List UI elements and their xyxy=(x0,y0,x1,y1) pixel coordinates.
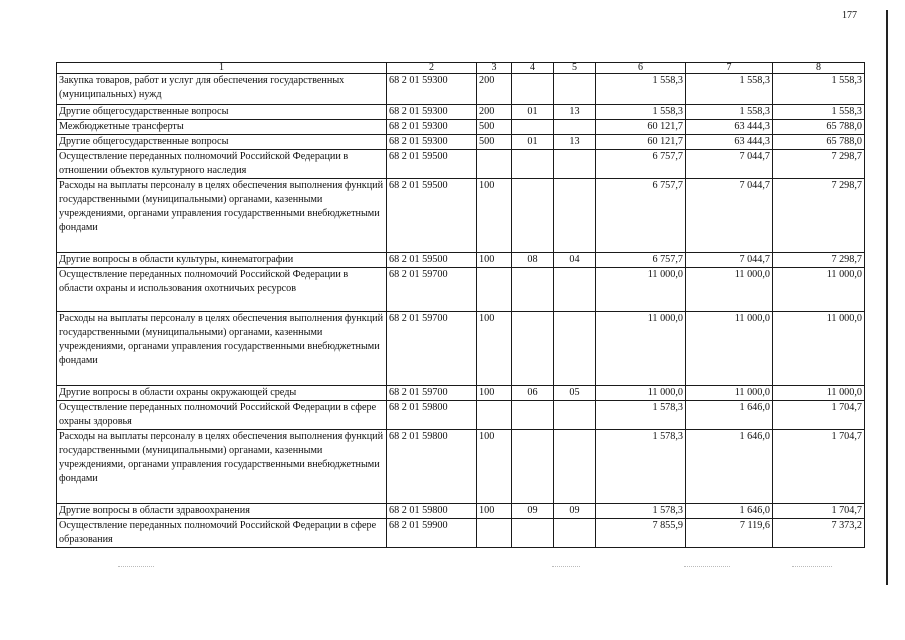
row-value-col8: 11 000,0 xyxy=(773,386,865,401)
row-subsection-cell: 05 xyxy=(554,386,596,401)
row-expense-type-cell: 100 xyxy=(477,430,512,504)
row-value-col8: 1 558,3 xyxy=(773,74,865,105)
row-expense-type-cell xyxy=(477,150,512,179)
row-value-col6: 7 855,9 xyxy=(596,519,686,548)
header-col-8: 8 xyxy=(773,63,865,74)
row-section-cell: 06 xyxy=(512,386,554,401)
table-row xyxy=(57,135,865,150)
row-value-col6: 1 558,3 xyxy=(596,74,686,105)
row-code-cell: 68 2 01 59300 xyxy=(387,120,477,135)
header-col-1: 1 xyxy=(57,63,387,74)
row-expense-type-cell xyxy=(477,401,512,430)
row-expense-type-cell xyxy=(477,519,512,548)
row-subsection-cell xyxy=(554,74,596,105)
row-name-cell: Закупка товаров, работ и услуг для обеспечения государственных (муниципальных) нужд xyxy=(57,74,387,105)
table-row xyxy=(57,312,865,386)
row-subsection-cell: 09 xyxy=(554,504,596,519)
row-expense-type-cell: 100 xyxy=(477,253,512,268)
row-value-col8: 1 704,7 xyxy=(773,401,865,430)
header-col-7: 7 xyxy=(686,63,773,74)
row-value-col7: 11 000,0 xyxy=(686,268,773,312)
row-section-cell xyxy=(512,150,554,179)
row-value-col8: 11 000,0 xyxy=(773,268,865,312)
row-value-col6: 11 000,0 xyxy=(596,312,686,386)
row-value-col8: 65 788,0 xyxy=(773,120,865,135)
row-name-cell: Осуществление переданных полномочий Российской Федерации в сфере образования xyxy=(57,519,387,548)
table-row xyxy=(57,105,865,120)
row-code-cell: 68 2 01 59700 xyxy=(387,268,477,312)
row-expense-type-cell: 100 xyxy=(477,312,512,386)
row-value-col7: 1 646,0 xyxy=(686,401,773,430)
row-value-col8: 11 000,0 xyxy=(773,312,865,386)
row-value-col8: 65 788,0 xyxy=(773,135,865,150)
table-row xyxy=(57,179,865,253)
row-name-cell: Расходы на выплаты персоналу в целях обеспечения выполнения функций государственными (муниципальными) органами, казенными учреждениями, органами управления государственными внебюджетными фондами xyxy=(57,179,387,253)
row-code-cell: 68 2 01 59800 xyxy=(387,430,477,504)
row-subsection-cell xyxy=(554,179,596,253)
row-expense-type-cell: 100 xyxy=(477,504,512,519)
row-name-cell: Расходы на выплаты персоналу в целях обеспечения выполнения функций государственными (муниципальными) органами, казенными учреждениями, органами управления государственными внебюджетными фондами xyxy=(57,312,387,386)
row-subsection-cell xyxy=(554,268,596,312)
row-section-cell: 01 xyxy=(512,105,554,120)
row-value-col8: 1 704,7 xyxy=(773,430,865,504)
row-value-col6: 11 000,0 xyxy=(596,386,686,401)
row-value-col6: 1 578,3 xyxy=(596,504,686,519)
row-value-col7: 7 044,7 xyxy=(686,253,773,268)
row-value-col6: 60 121,7 xyxy=(596,120,686,135)
row-value-col7: 11 000,0 xyxy=(686,386,773,401)
header-row xyxy=(57,63,865,74)
header-col-4: 4 xyxy=(512,63,554,74)
row-code-cell: 68 2 01 59300 xyxy=(387,74,477,105)
row-value-col6: 1 578,3 xyxy=(596,430,686,504)
row-section-cell xyxy=(512,120,554,135)
row-code-cell: 68 2 01 59300 xyxy=(387,135,477,150)
row-code-cell: 68 2 01 59900 xyxy=(387,519,477,548)
row-value-col8: 1 704,7 xyxy=(773,504,865,519)
page-number: 177 xyxy=(842,10,857,21)
header-col-2: 2 xyxy=(387,63,477,74)
table-row xyxy=(57,120,865,135)
row-subsection-cell: 04 xyxy=(554,253,596,268)
row-code-cell: 68 2 01 59700 xyxy=(387,386,477,401)
budget-table xyxy=(56,62,865,548)
row-code-cell: 68 2 01 59800 xyxy=(387,504,477,519)
row-value-col7: 7 119,6 xyxy=(686,519,773,548)
row-value-col7: 63 444,3 xyxy=(686,120,773,135)
row-code-cell: 68 2 01 59500 xyxy=(387,150,477,179)
row-value-col6: 6 757,7 xyxy=(596,150,686,179)
row-subsection-cell xyxy=(554,430,596,504)
row-value-col8: 1 558,3 xyxy=(773,105,865,120)
row-code-cell: 68 2 01 59800 xyxy=(387,401,477,430)
row-name-cell: Расходы на выплаты персоналу в целях обеспечения выполнения функций государственными (муниципальными) органами, казенными учреждениями, органами управления государственными внебюджетными фондами xyxy=(57,430,387,504)
row-value-col7: 11 000,0 xyxy=(686,312,773,386)
row-value-col8: 7 298,7 xyxy=(773,150,865,179)
row-value-col7: 7 044,7 xyxy=(686,179,773,253)
row-expense-type-cell: 200 xyxy=(477,74,512,105)
header-col-5: 5 xyxy=(554,63,596,74)
row-value-col7: 7 044,7 xyxy=(686,150,773,179)
row-name-cell: Другие вопросы в области культуры, кинематографии xyxy=(57,253,387,268)
row-value-col8: 7 298,7 xyxy=(773,179,865,253)
row-expense-type-cell: 200 xyxy=(477,105,512,120)
row-value-col6: 6 757,7 xyxy=(596,179,686,253)
table-row xyxy=(57,150,865,179)
table-row xyxy=(57,519,865,548)
row-value-col6: 1 578,3 xyxy=(596,401,686,430)
row-name-cell: Другие общегосударственные вопросы xyxy=(57,135,387,150)
row-value-col8: 7 373,2 xyxy=(773,519,865,548)
table-row xyxy=(57,74,865,105)
row-section-cell: 01 xyxy=(512,135,554,150)
row-name-cell: Осуществление переданных полномочий Российской Федерации в области охраны и использования охотничьих ресурсов xyxy=(57,268,387,312)
header-col-3: 3 xyxy=(477,63,512,74)
table-row xyxy=(57,268,865,312)
page-edge-line xyxy=(886,10,888,585)
row-value-col7: 1 646,0 xyxy=(686,504,773,519)
row-value-col6: 60 121,7 xyxy=(596,135,686,150)
row-expense-type-cell xyxy=(477,268,512,312)
row-section-cell: 08 xyxy=(512,253,554,268)
header-col-6: 6 xyxy=(596,63,686,74)
row-subsection-cell xyxy=(554,312,596,386)
row-name-cell: Другие вопросы в области охраны окружающей среды xyxy=(57,386,387,401)
row-section-cell xyxy=(512,179,554,253)
row-expense-type-cell: 100 xyxy=(477,179,512,253)
row-expense-type-cell: 100 xyxy=(477,386,512,401)
row-expense-type-cell: 500 xyxy=(477,135,512,150)
row-section-cell: 09 xyxy=(512,504,554,519)
row-code-cell: 68 2 01 59700 xyxy=(387,312,477,386)
table-row xyxy=(57,386,865,401)
row-name-cell: Другие вопросы в области здравоохранения xyxy=(57,504,387,519)
row-value-col8: 7 298,7 xyxy=(773,253,865,268)
row-code-cell: 68 2 01 59500 xyxy=(387,253,477,268)
row-section-cell xyxy=(512,401,554,430)
row-value-col6: 11 000,0 xyxy=(596,268,686,312)
row-code-cell: 68 2 01 59500 xyxy=(387,179,477,253)
row-subsection-cell xyxy=(554,120,596,135)
table-row xyxy=(57,253,865,268)
table-row xyxy=(57,430,865,504)
table-row xyxy=(57,401,865,430)
scan-artifact xyxy=(552,566,580,568)
row-value-col7: 1 558,3 xyxy=(686,105,773,120)
scan-artifact xyxy=(118,566,154,568)
row-name-cell: Другие общегосударственные вопросы xyxy=(57,105,387,120)
row-value-col7: 1 558,3 xyxy=(686,74,773,105)
row-expense-type-cell: 500 xyxy=(477,120,512,135)
row-value-col7: 1 646,0 xyxy=(686,430,773,504)
row-value-col7: 63 444,3 xyxy=(686,135,773,150)
row-value-col6: 1 558,3 xyxy=(596,105,686,120)
row-subsection-cell: 13 xyxy=(554,135,596,150)
row-subsection-cell: 13 xyxy=(554,105,596,120)
table-row xyxy=(57,504,865,519)
row-section-cell xyxy=(512,74,554,105)
row-name-cell: Осуществление переданных полномочий Российской Федерации в отношении объектов культурного наследия xyxy=(57,150,387,179)
row-subsection-cell xyxy=(554,519,596,548)
scan-artifact xyxy=(792,566,832,568)
row-section-cell xyxy=(512,430,554,504)
row-name-cell: Межбюджетные трансферты xyxy=(57,120,387,135)
row-value-col6: 6 757,7 xyxy=(596,253,686,268)
scan-artifact xyxy=(684,566,730,568)
row-subsection-cell xyxy=(554,401,596,430)
row-section-cell xyxy=(512,268,554,312)
row-section-cell xyxy=(512,312,554,386)
row-subsection-cell xyxy=(554,150,596,179)
row-section-cell xyxy=(512,519,554,548)
row-name-cell: Осуществление переданных полномочий Российской Федерации в сфере охраны здоровья xyxy=(57,401,387,430)
row-code-cell: 68 2 01 59300 xyxy=(387,105,477,120)
